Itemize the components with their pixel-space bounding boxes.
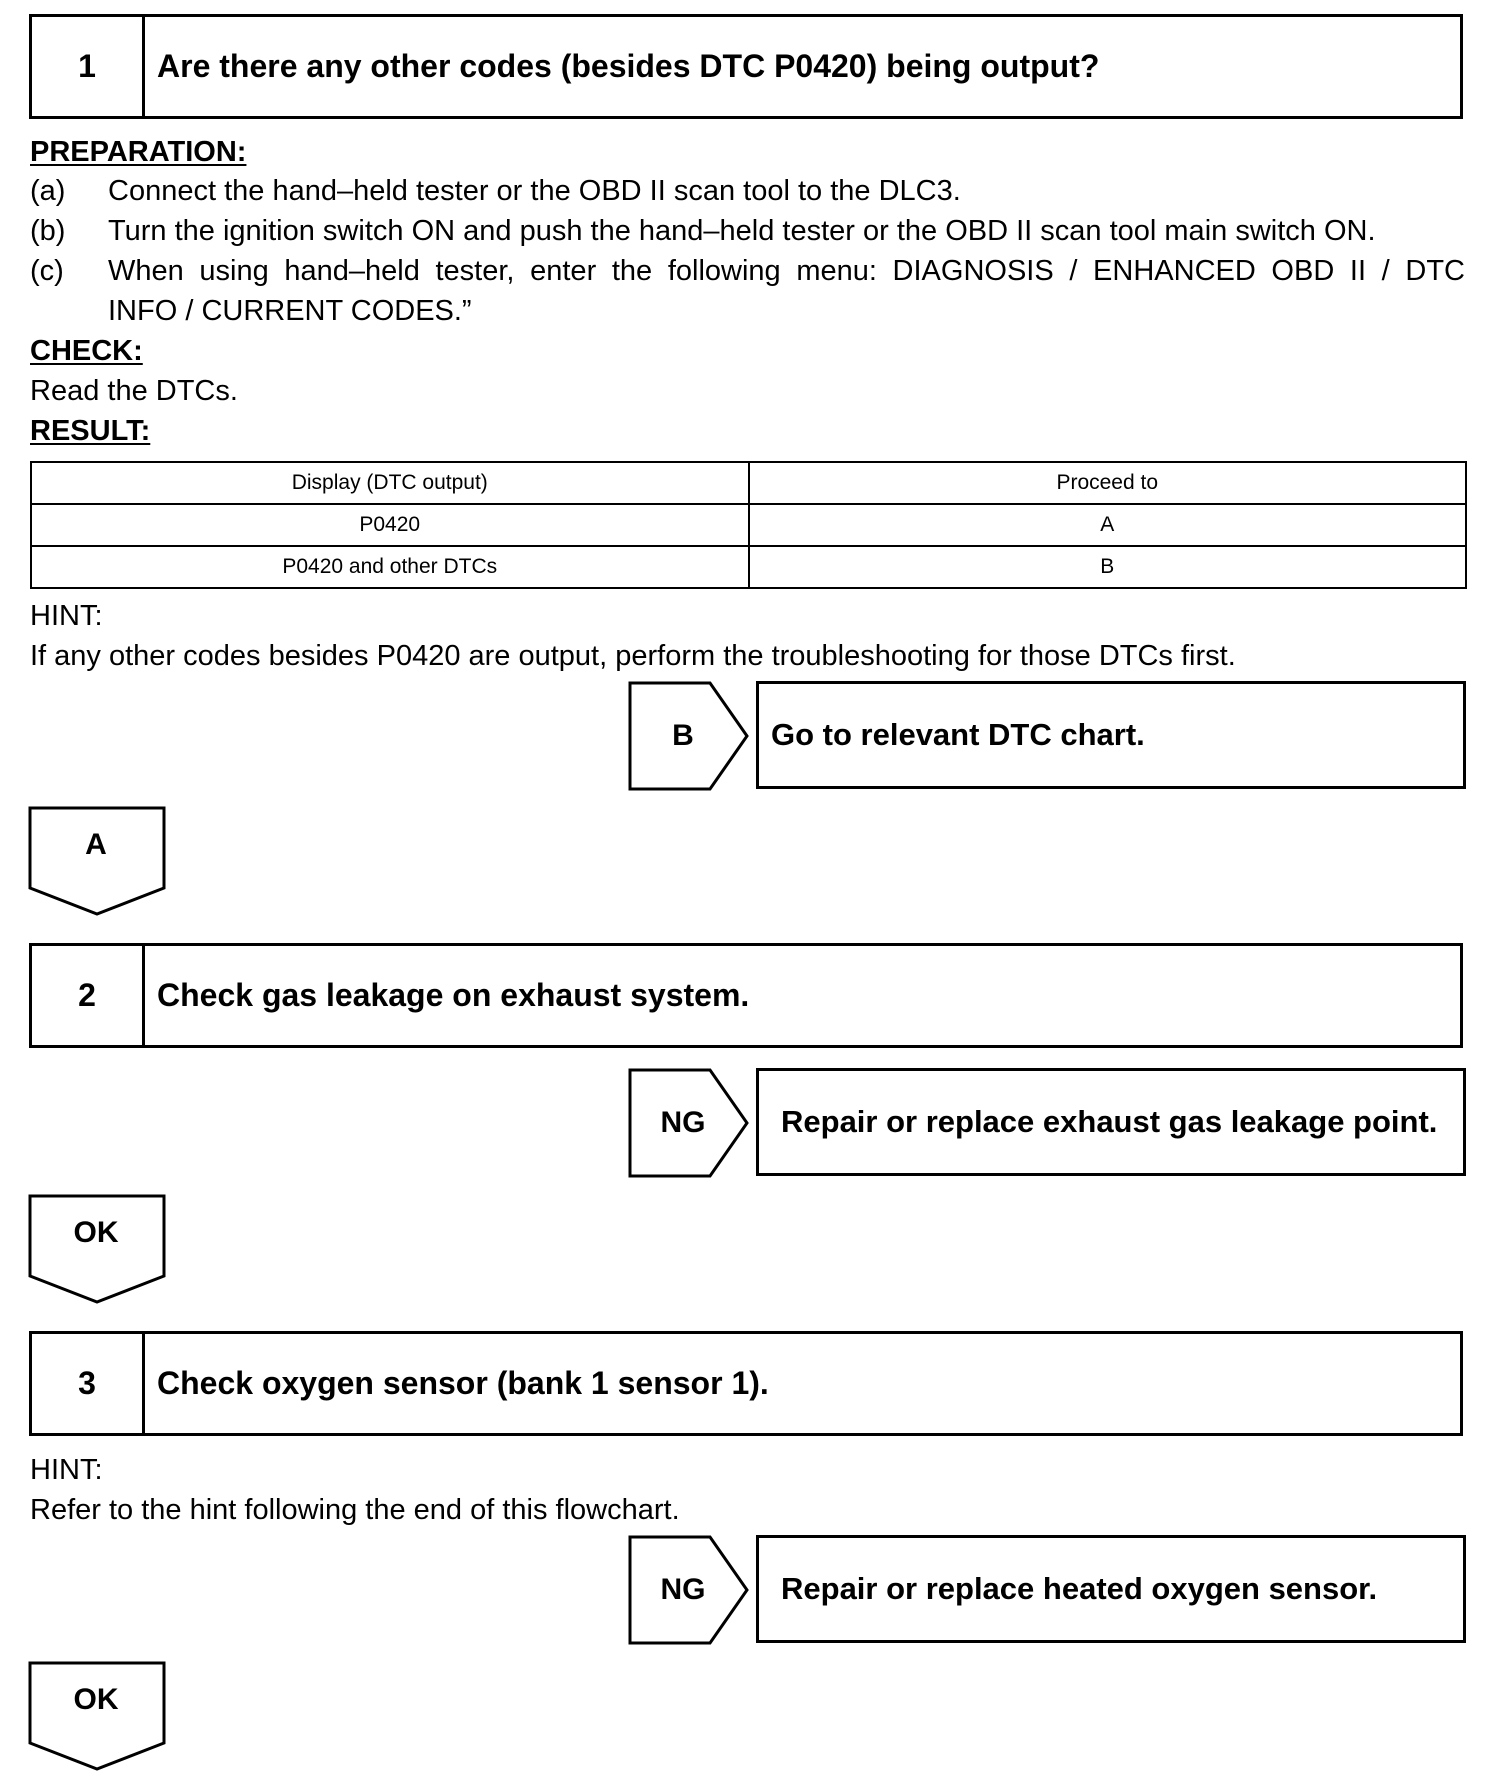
table-row	[31, 546, 1466, 588]
table-header-row	[31, 462, 1466, 504]
prep-item-c-line1: When using hand–held tester, enter the following menu: DIAGNOSIS / ENHANCED OBD II / DTC	[108, 255, 1465, 287]
branch-ng-2-text: Repair or replace heated oxygen sensor.	[781, 1571, 1378, 1606]
step-1-title: Are there any other codes (besides DTC P0420) being output?	[157, 48, 1100, 84]
table-cell: P0420 and other DTCs	[31, 546, 749, 588]
down-arrow-a-label: A	[85, 828, 107, 861]
branch-ng-2-tag	[628, 1535, 750, 1645]
step-2-number: 2	[32, 946, 145, 1045]
branch-ng-1-label: NG	[660, 1106, 706, 1139]
hint-2-label: HINT:	[30, 1454, 103, 1486]
branch-b-box	[756, 681, 1466, 789]
table-row	[31, 504, 1466, 546]
branch-ng-1-text: Repair or replace exhaust gas leakage point.	[781, 1104, 1438, 1139]
step-2-box	[29, 943, 1463, 1048]
hint-1-label: HINT:	[30, 600, 103, 632]
prep-item-a-text: Connect the hand–held tester or the OBD II scan tool to the DLC3.	[108, 175, 961, 207]
table-cell: A	[749, 504, 1467, 546]
down-arrow-a	[28, 806, 168, 916]
branch-b-tag	[628, 681, 750, 791]
table-cell: P0420	[31, 504, 749, 546]
check-text: Read the DTCs.	[30, 375, 238, 407]
result-heading: RESULT:	[30, 415, 151, 447]
step-3-box	[29, 1331, 1463, 1436]
prep-item-b-text: Turn the ignition switch ON and push the hand–held tester or the OBD II scan tool main switch ON.	[108, 215, 1376, 247]
step-2-title: Check gas leakage on exhaust system.	[157, 977, 750, 1013]
branch-b-label: B	[672, 719, 694, 752]
step-3-title: Check oxygen sensor (bank 1 sensor 1).	[157, 1365, 769, 1401]
branch-ng-1-box	[756, 1068, 1466, 1176]
prep-item-c-text	[108, 255, 1465, 288]
down-arrow-ok-1	[28, 1194, 168, 1304]
branch-ng-2-label: NG	[660, 1573, 706, 1606]
hint-1-text: If any other codes besides P0420 are output, perform the troubleshooting for those DTCs first.	[30, 640, 1236, 672]
down-arrow-ok-2-label: OK	[73, 1683, 119, 1716]
branch-ng-1-tag	[628, 1068, 750, 1178]
step-1-number: 1	[32, 17, 145, 116]
step-1-box	[29, 14, 1463, 119]
prep-item-a-label: (a)	[30, 175, 66, 207]
table-header-cell: Display (DTC output)	[31, 462, 749, 504]
down-arrow-ok-1-label: OK	[73, 1216, 119, 1249]
result-table	[30, 461, 1467, 589]
table-header-cell: Proceed to	[749, 462, 1467, 504]
prep-item-b-label: (b)	[30, 215, 66, 247]
hint-2-text: Refer to the hint following the end of this flowchart.	[30, 1494, 680, 1526]
prep-item-c-label: (c)	[30, 255, 64, 287]
branch-ng-2-box	[756, 1535, 1466, 1643]
down-arrow-ok-2	[28, 1661, 168, 1771]
preparation-heading: PREPARATION:	[30, 136, 247, 168]
table-cell: B	[749, 546, 1467, 588]
step-3-number: 3	[32, 1334, 145, 1433]
prep-item-c-line2: INFO / CURRENT CODES.”	[108, 295, 472, 327]
branch-b-text: Go to relevant DTC chart.	[771, 717, 1145, 752]
check-heading: CHECK:	[30, 335, 143, 367]
